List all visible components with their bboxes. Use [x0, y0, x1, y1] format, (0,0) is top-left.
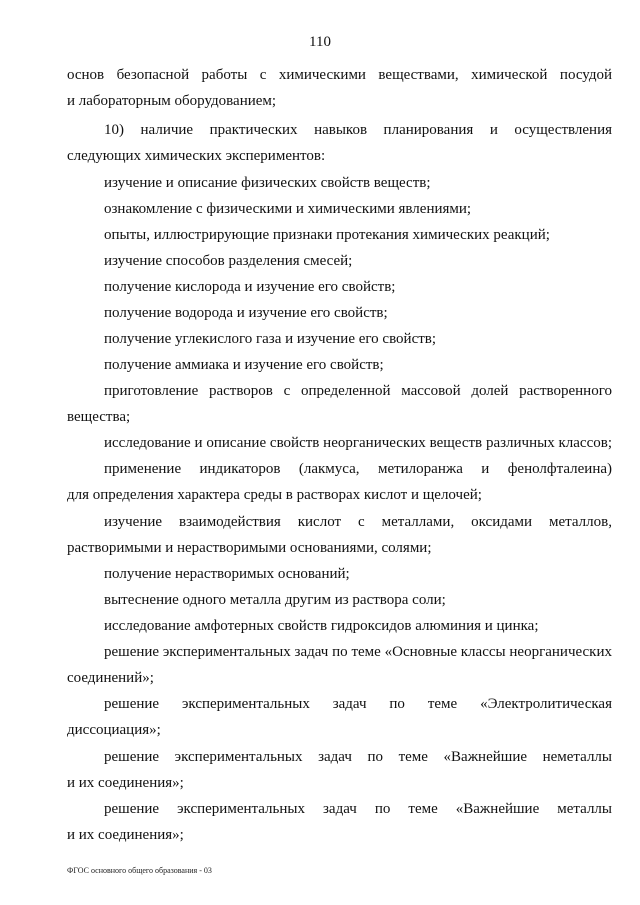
list-item-continuation: и их соединения»;: [67, 775, 184, 791]
list-item: решение экспериментальных задач по теме «Электролитическая: [104, 696, 612, 712]
list-item: изучение взаимодействия кислот с металлами, оксидами металлов,: [104, 514, 612, 530]
list-item: исследование амфотерных свойств гидроксидов алюминия и цинка;: [104, 618, 539, 634]
footer-note: ФГОС основного общего образования - 03: [67, 866, 212, 875]
text-line: основ безопасной работы с химическими веществами, химической посудой: [67, 67, 612, 83]
list-item: исследование и описание свойств неорганических веществ различных классов;: [104, 435, 612, 451]
list-item: изучение и описание физических свойств веществ;: [104, 175, 431, 191]
text-line: 10) наличие практических навыков планирования и осуществления: [104, 122, 612, 138]
list-item-continuation: соединений»;: [67, 670, 154, 686]
list-item-continuation: диссоциация»;: [67, 722, 161, 738]
list-item: вытеснение одного металла другим из раствора соли;: [104, 592, 446, 608]
list-item: решение экспериментальных задач по теме «Важнейшие металлы: [104, 801, 612, 817]
list-item-continuation: вещества;: [67, 409, 131, 425]
list-item: применение индикаторов (лакмуса, метилоранжа и фенолфталеина): [104, 461, 612, 477]
list-item-continuation: растворимыми и нерастворимыми основаниями, солями;: [67, 540, 432, 556]
text-line: и лабораторным оборудованием;: [67, 93, 277, 109]
list-item: ознакомление с физическими и химическими явлениями;: [104, 201, 472, 217]
list-item: получение кислорода и изучение его свойств;: [104, 279, 396, 295]
list-item: получение углекислого газа и изучение его свойств;: [104, 331, 437, 347]
list-item: получение нерастворимых оснований;: [104, 566, 350, 582]
list-item: получение водорода и изучение его свойств;: [104, 305, 388, 321]
list-item-continuation: для определения характера среды в растворах кислот и щелочей;: [67, 487, 482, 503]
list-item: получение аммиака и изучение его свойств;: [104, 357, 384, 373]
list-item: изучение способов разделения смесей;: [104, 253, 353, 269]
list-item: приготовление растворов с определенной массовой долей растворенного: [104, 383, 612, 399]
text-line: следующих химических экспериментов:: [67, 148, 326, 164]
list-item: решение экспериментальных задач по теме «Важнейшие неметаллы: [104, 749, 612, 765]
page-number: 110: [309, 34, 331, 50]
list-item: решение экспериментальных задач по теме «Основные классы неорганических: [104, 644, 612, 660]
list-item: опыты, иллюстрирующие признаки протекания химических реакций;: [104, 227, 550, 243]
list-item-continuation: и их соединения»;: [67, 827, 184, 843]
